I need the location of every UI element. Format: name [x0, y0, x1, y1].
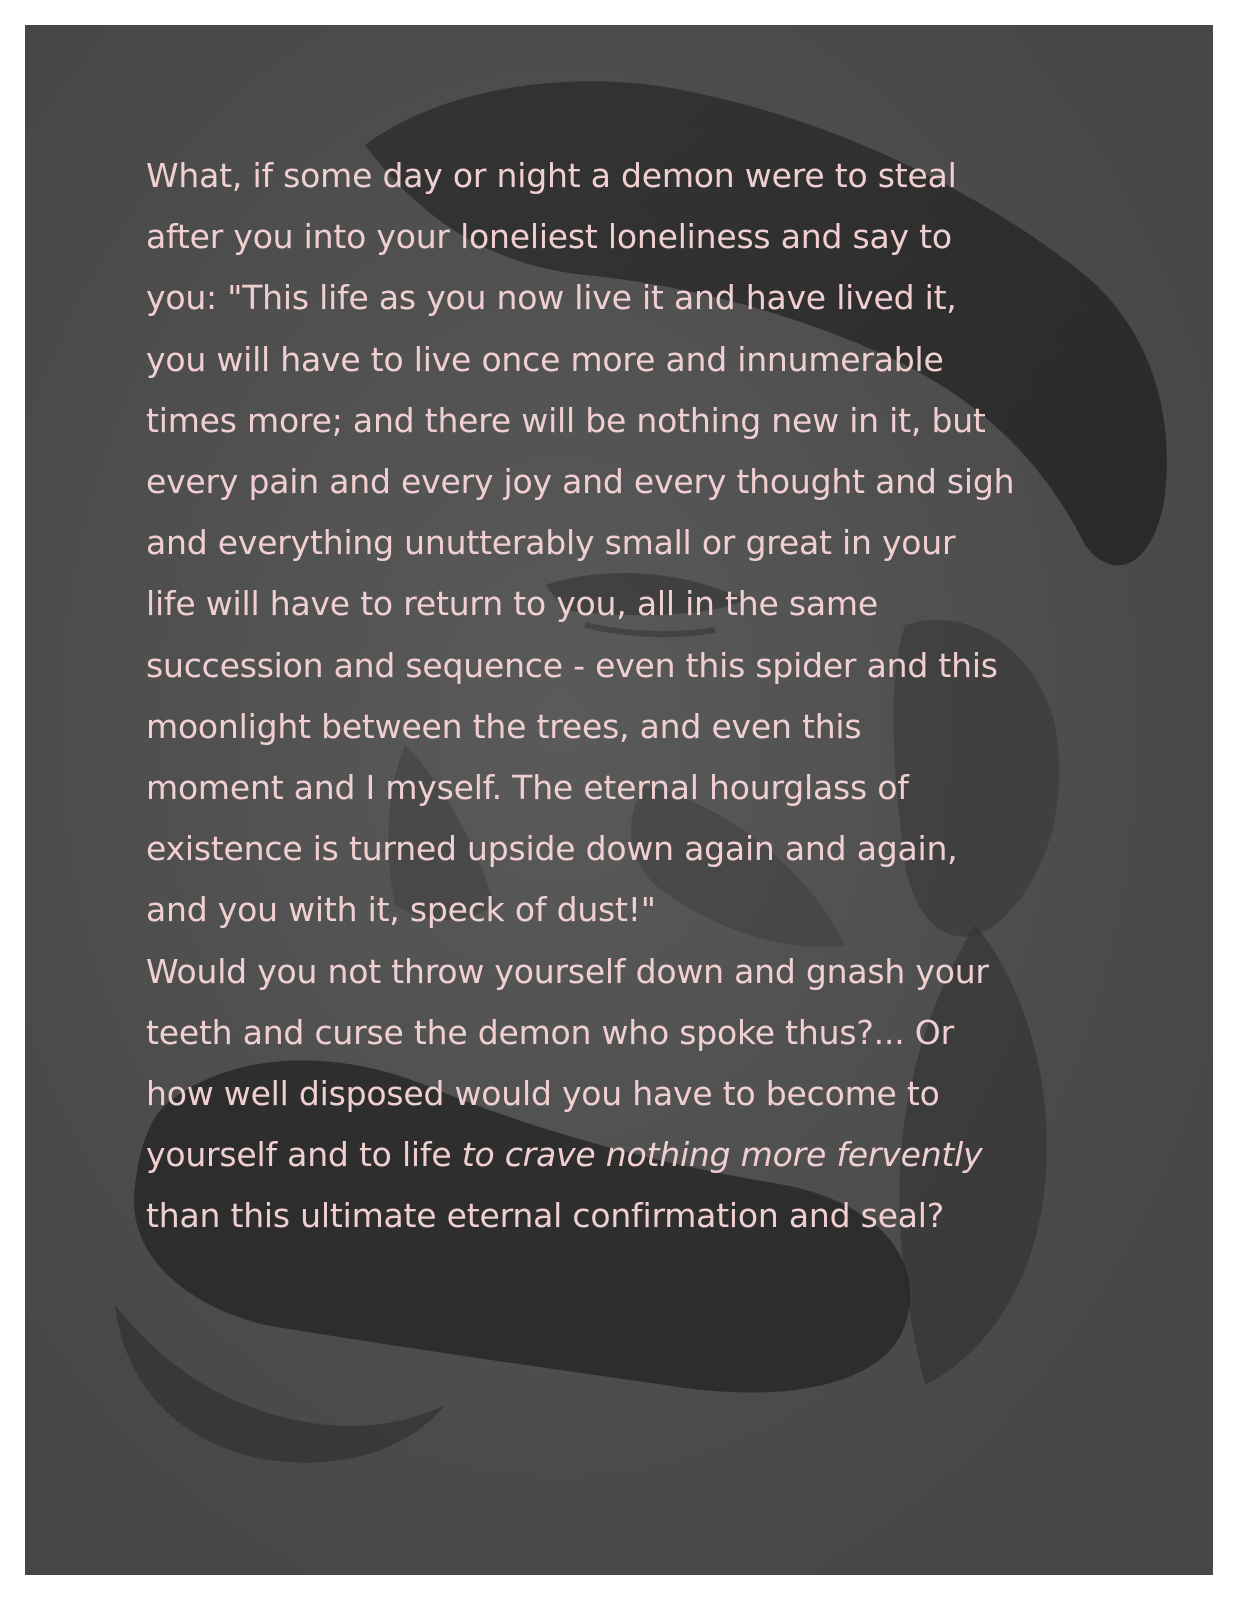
- quote-line: and everything unutterably small or great in your: [146, 523, 956, 563]
- quote-line: moment and I myself. The eternal hourglass of: [146, 768, 909, 808]
- quote-line: life will have to return to you, all in the same: [146, 584, 878, 624]
- quote-line: times more; and there will be nothing new in it, but: [146, 400, 986, 440]
- quote-italic-segment: to crave nothing more fervently: [461, 1135, 983, 1175]
- quote-line: you: "This life as you now live it and have lived it,: [146, 278, 957, 318]
- quote-line: and you with it, speck of dust!": [146, 890, 656, 930]
- quote-line: you will have to live once more and innumerable: [146, 339, 944, 379]
- quote-line: every pain and every joy and every thought and sigh: [146, 462, 1015, 502]
- quote-text: [146, 145, 1146, 1247]
- quote-line: how well disposed would you have to become to: [146, 1074, 940, 1114]
- background-panel: [25, 25, 1213, 1575]
- quote-plain-segment: yourself and to life: [146, 1135, 462, 1175]
- quote-line-mixed: [146, 1124, 1146, 1185]
- quote-line: teeth and curse the demon who spoke thus?... Or: [146, 1012, 954, 1052]
- quote-line: after you into your loneliest loneliness and say to: [146, 217, 952, 257]
- quote-line: What, if some day or night a demon were to steal: [146, 156, 957, 195]
- quote-line: existence is turned upside down again and again,: [146, 829, 958, 869]
- quote-line: moonlight between the trees, and even this: [146, 706, 862, 746]
- quote-line: Would you not throw yourself down and gnash your: [146, 951, 989, 991]
- quote-line: succession and sequence - even this spider and this: [146, 645, 998, 685]
- quote-line: than this ultimate eternal confirmation and seal?: [146, 1196, 945, 1236]
